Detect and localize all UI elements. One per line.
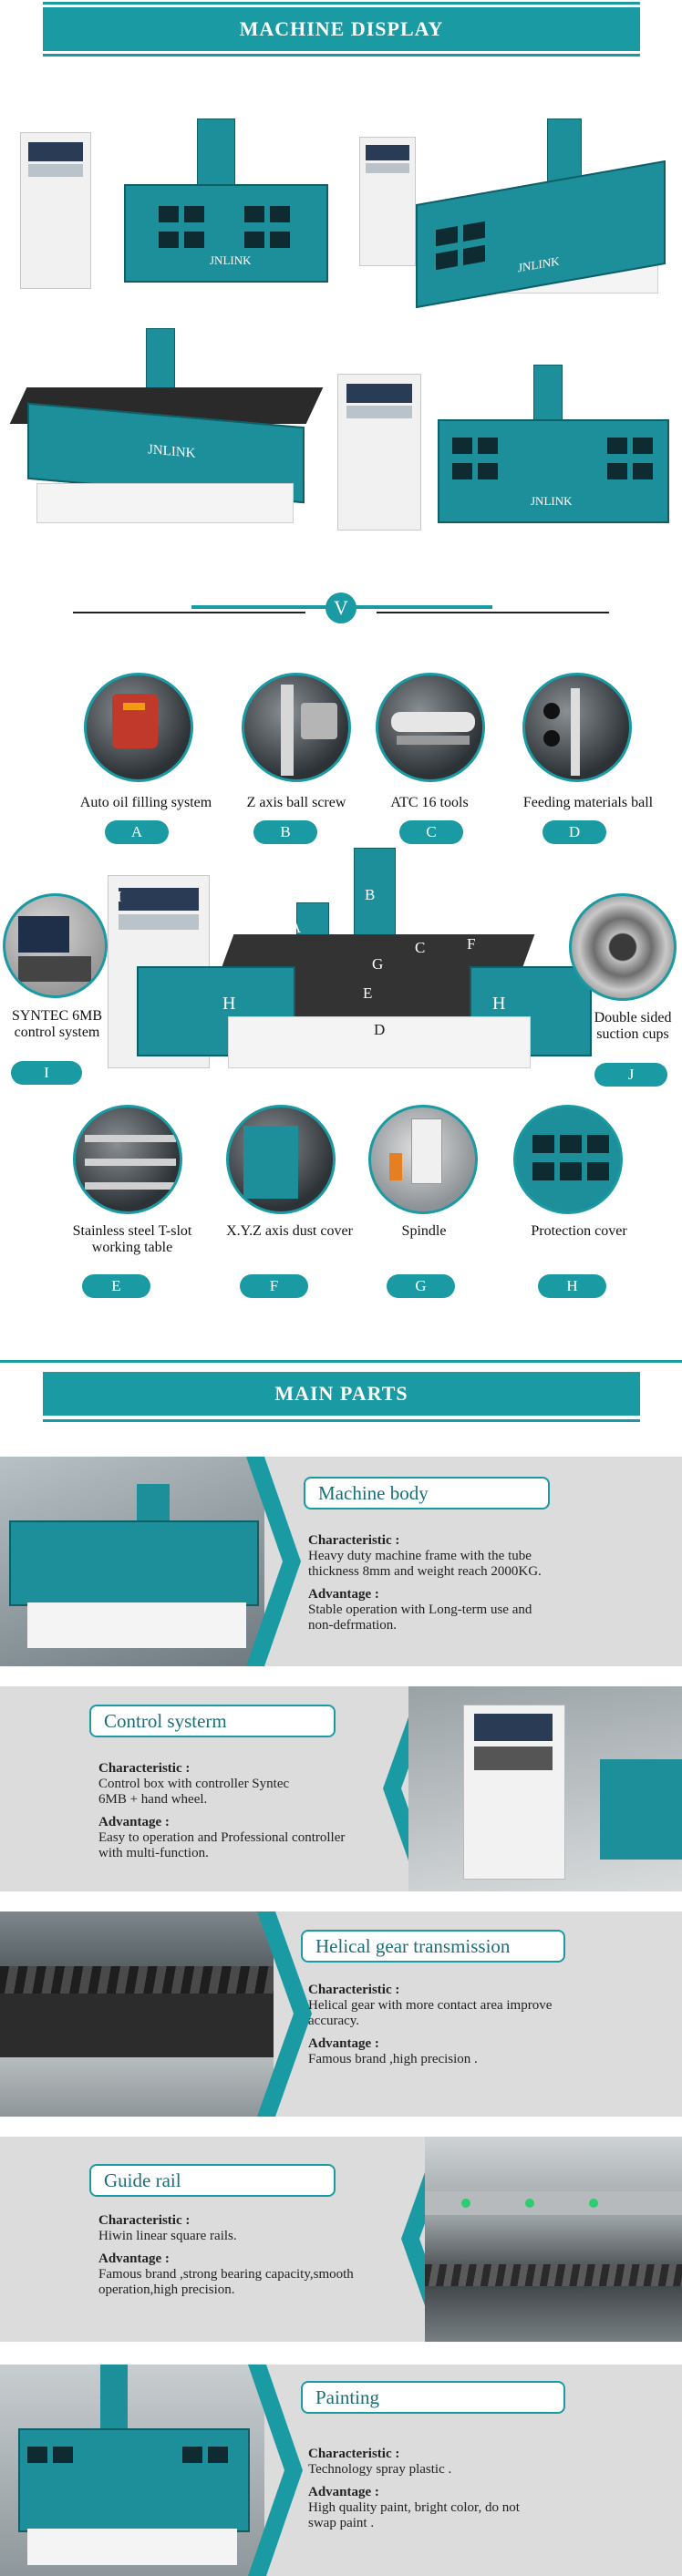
part-machine-body xyxy=(0,1457,682,1666)
feature-letter-e: E xyxy=(82,1274,150,1298)
machine-label-c: C xyxy=(415,939,426,956)
labeled-machine xyxy=(100,848,593,1076)
brand-text-4: JNLINK xyxy=(531,494,573,508)
part-photo-painting xyxy=(0,2365,264,2576)
feature-caption-b: Z axis ball screw xyxy=(246,795,346,810)
main-parts-banner xyxy=(43,1372,640,1416)
machine-label-b: B xyxy=(365,886,376,903)
feature-letter-g: G xyxy=(387,1274,455,1298)
machine-photo-2 xyxy=(356,109,670,310)
part-text-2: Characteristic : Control box with controller Syntec 6MB + hand wheel. Advantage : Easy to operation and Professional controller with multi-function. xyxy=(98,1761,346,1860)
part-title-box-4: Guide rail xyxy=(89,2164,336,2197)
feature-detail-i xyxy=(3,893,108,998)
machine-label-h-right: H xyxy=(492,994,506,1014)
machine-label-f1: F xyxy=(443,915,452,933)
machine-label-a: A xyxy=(290,919,302,936)
part-title-box-1: Machine body xyxy=(304,1477,550,1510)
machine-label-h-left: H xyxy=(222,994,236,1014)
part-chevron-1 xyxy=(246,1457,301,1666)
main-parts-top-line xyxy=(0,1360,682,1363)
feature-detail-g xyxy=(368,1105,478,1214)
feature-caption-d: Feeding materials ball xyxy=(522,795,654,810)
machine-photo-3 xyxy=(9,324,324,533)
part-text-1: Characteristic : Heavy duty machine frame with the tube thickness 8mm and weight reach 2000KG. Advantage : Stable operation with Long-term use and non-defrmation. xyxy=(308,1533,542,1633)
banner-bottom-line xyxy=(43,54,640,57)
part-guide-rail xyxy=(0,2137,682,2342)
feature-caption-f: X.Y.Z axis dust cover xyxy=(226,1223,353,1239)
feature-detail-c xyxy=(376,673,485,782)
part-text-5: Characteristic : Technology spray plastic . Advantage : High quality paint, bright color, do not swap paint . xyxy=(308,2447,520,2530)
feature-detail-h xyxy=(513,1105,623,1214)
feature-caption-c: ATC 16 tools xyxy=(390,795,469,810)
part-text-3: Characteristic : Helical gear with more contact area improve accuracy. Advantage : Famous brand ,high precision . xyxy=(308,1983,553,2066)
machine-label-e: E xyxy=(363,984,373,1002)
feature-letter-a: A xyxy=(105,820,169,844)
machine-photo-4 xyxy=(337,365,675,538)
feature-detail-b xyxy=(242,673,351,782)
machine-label-i: I xyxy=(117,888,122,905)
main-parts-title: MAIN PARTS xyxy=(274,1382,408,1405)
feature-letter-c: C xyxy=(399,820,463,844)
brand-text-3: JNLINK xyxy=(148,442,196,461)
machine-label-g: G xyxy=(372,955,384,973)
feature-detail-e xyxy=(73,1105,182,1214)
feature-detail-f xyxy=(226,1105,336,1214)
machine-photo-1 xyxy=(15,100,325,283)
feature-caption-h: Protection cover xyxy=(531,1223,627,1239)
machine-label-f2: F xyxy=(467,935,476,953)
brand-text-2: JNLINK xyxy=(518,253,560,275)
feature-caption-j: Double sided suction cups xyxy=(594,1010,672,1042)
brand-text-1: JNLINK xyxy=(210,253,252,267)
divider-line-left xyxy=(73,612,305,613)
part-title-box-5: Painting xyxy=(301,2381,565,2414)
feature-letter-h: H xyxy=(538,1274,606,1298)
feature-caption-i: SYNTEC 6MB control system xyxy=(11,1008,103,1040)
part-photo-control-system xyxy=(408,1686,682,1891)
part-title-box-2: Control systerm xyxy=(89,1705,336,1737)
feature-letter-d: D xyxy=(542,820,606,844)
banner-top-line xyxy=(43,2,640,5)
part-painting xyxy=(0,2365,682,2576)
part-chevron-5 xyxy=(248,2365,303,2576)
feature-detail-a xyxy=(84,673,193,782)
part-photo-guide-rail xyxy=(425,2137,682,2342)
part-control-system xyxy=(0,1686,682,1891)
divider-badge: V xyxy=(326,592,356,623)
machine-display-title: MACHINE DISPLAY xyxy=(239,17,444,40)
part-helical-gear xyxy=(0,1911,682,2117)
feature-letter-b: B xyxy=(253,820,317,844)
feature-detail-j xyxy=(569,893,677,1001)
main-parts-bottom-line xyxy=(43,1419,640,1422)
feature-letter-j: J xyxy=(594,1063,667,1087)
feature-letter-f: F xyxy=(240,1274,308,1298)
feature-caption-e: Stainless steel T-slot working table xyxy=(72,1223,192,1255)
part-photo-helical-gear xyxy=(0,1911,274,2117)
feature-caption-a: Auto oil filling system xyxy=(79,795,212,810)
part-title-box-3: Helical gear transmission xyxy=(301,1930,565,1963)
machine-label-d: D xyxy=(374,1021,386,1038)
feature-caption-g: Spindle xyxy=(401,1223,447,1239)
part-photo-machine-body xyxy=(0,1457,264,1666)
feature-detail-d xyxy=(522,673,632,782)
part-text-4: Characteristic : Hiwin linear square rails. Advantage : Famous brand ,strong bearing capacity,smooth operation,high precision. xyxy=(98,2213,354,2297)
machine-display-banner xyxy=(43,7,640,51)
feature-letter-i: I xyxy=(11,1061,82,1085)
divider-line-right xyxy=(377,612,609,613)
